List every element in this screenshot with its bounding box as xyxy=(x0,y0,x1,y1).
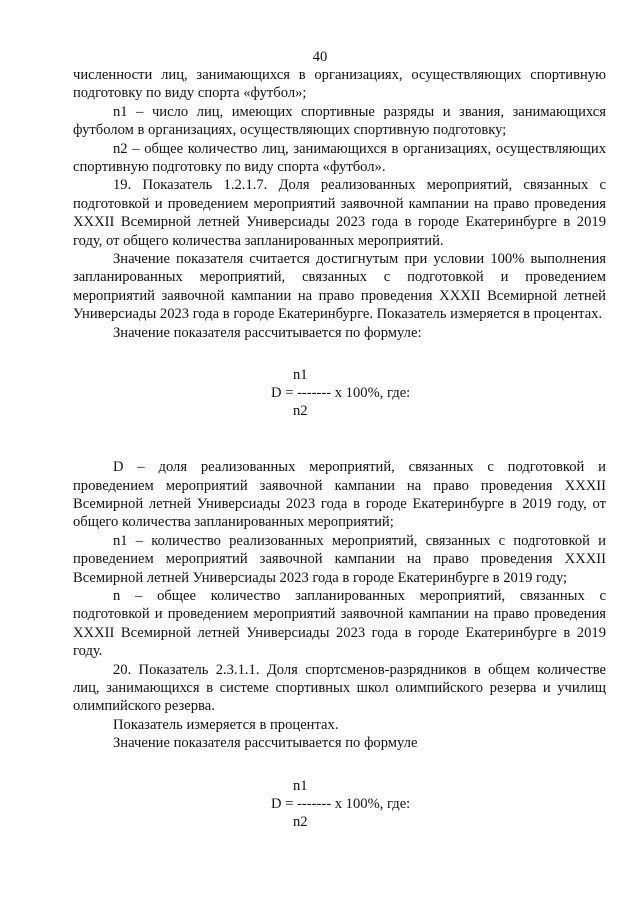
formula-1 xyxy=(73,366,606,422)
paragraph: D – доля реализованных мероприятий, связанных с подготовкой и проведением мероприятий заявочной кампании на право проведения XXXII Всемирной летней Универсиады 2023 года в городе Екатеринбурге в 2019 году, от общего количества запланированных мероприятий; xyxy=(73,459,606,531)
paragraphs-top xyxy=(73,66,606,342)
formula-1-denominator: n2 xyxy=(293,403,308,420)
paragraph: n – общее количество запланированных мероприятий, связанных с подготовкой и проведением мероприятий заявочной кампании на право проведения XXXII Всемирной летней Универсиады 2023 года в городе Екатеринбурге в 2019 году. xyxy=(73,587,606,660)
paragraph: 20. Показатель 2.3.1.1. Доля спортсменов-разрядников в общем количестве лиц, занимающихся в системе спортивных школ олимпийского резерва и училищ олимпийского резерва. xyxy=(73,661,606,715)
formula-2 xyxy=(73,777,606,833)
paragraph: Значение показателя считается достигнутым при условии 100% выполнения запланированных мероприятий, связанных с подготовкой и проведением мероприятий заявочной кампании на право проведения XXXII Всемирной летней Универсиады 2023 года в городе Екатеринбурге. Показатель измеряется в процентах. xyxy=(73,251,606,323)
paragraph: n1 – количество реализованных мероприятий, связанных с подготовкой и проведением мероприятий заявочной кампании на право проведения XXXII Всемирной летней Универсиады 2023 года в городе Екатеринбурге в 2019 году; xyxy=(73,532,606,586)
paragraph: Показатель измеряется в процентах. xyxy=(113,716,339,733)
formula-2-numerator: n1 xyxy=(293,777,308,794)
page-number: 40 xyxy=(312,49,328,65)
paragraph: n2 – общее количество лиц, занимающихся в организациях, осуществляющих спортивную подготовку по виду спорта «футбол». xyxy=(73,140,606,176)
paragraph: 19. Показатель 1.2.1.7. Доля реализованных мероприятий, связанных с подготовкой и проведением мероприятий заявочной кампании на право проведения XXXII Всемирной летней Универсиады 2023 года в городе Екатеринбурге в 2019 году, от общего количества запланированных мероприятий. xyxy=(73,177,606,249)
formula-1-expression: D = ------- x 100%, где: xyxy=(271,385,411,402)
paragraph: Значение показателя рассчитывается по формуле: xyxy=(113,324,422,341)
paragraph: численности лиц, занимающихся в организациях, осуществляющих спортивную подготовку по виду спорта «футбол»; xyxy=(73,67,606,102)
formula-2-denominator: n2 xyxy=(293,813,308,830)
document-body xyxy=(73,66,606,833)
paragraph: n1 – число лиц, имеющих спортивные разряды и звания, занимающихся футболом в организациях, осуществляющих спортивную подготовку; xyxy=(73,103,606,139)
formula-2-expression: D = ------- x 100%, где: xyxy=(271,795,411,812)
paragraph: Значение показателя рассчитывается по формуле xyxy=(113,735,418,752)
formula-1-numerator: n1 xyxy=(293,367,308,384)
paragraphs-middle xyxy=(73,458,606,753)
